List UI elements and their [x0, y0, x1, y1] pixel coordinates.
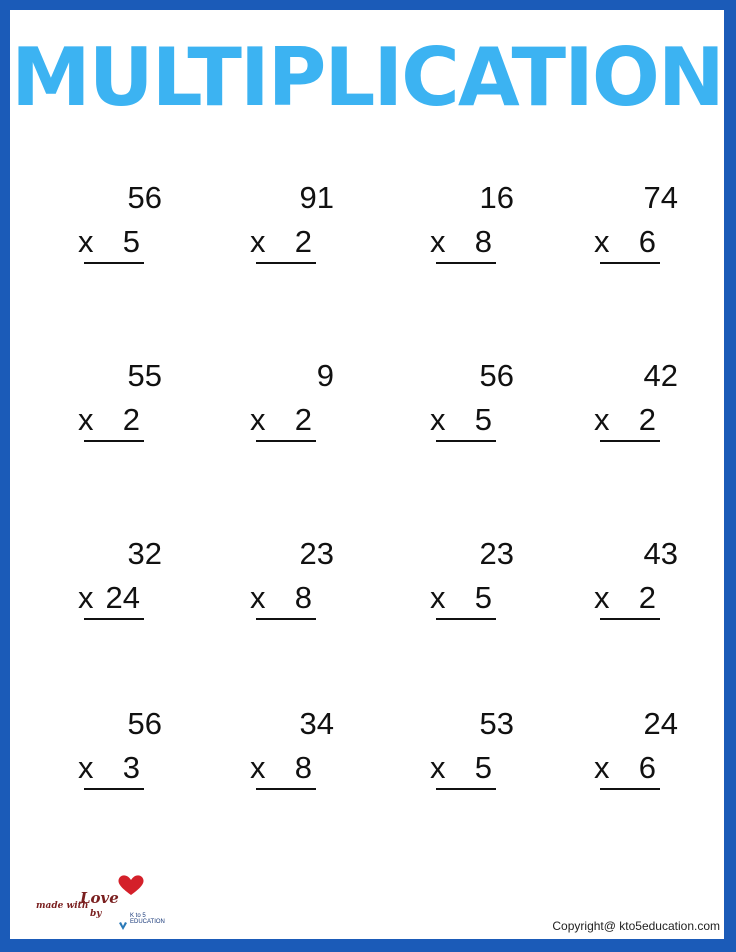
- answer-line: [84, 788, 144, 790]
- times-sign: x: [78, 580, 94, 615]
- times-sign: x: [430, 580, 446, 615]
- hands-icon: [116, 917, 130, 931]
- worksheet-title: MULTIPLICATION: [11, 31, 723, 124]
- multiplicand: 56: [479, 358, 514, 393]
- multiplicand: 32: [127, 536, 162, 571]
- answer-line: [436, 788, 496, 790]
- multiplier: 8: [294, 580, 312, 615]
- multiplier: 8: [294, 750, 312, 785]
- problem-12: [594, 538, 684, 628]
- multiplier: 2: [294, 224, 312, 259]
- made-with-love-logo: [32, 873, 172, 933]
- problem-6: [250, 360, 340, 450]
- problem-13: [78, 708, 168, 798]
- multiplier: 3: [122, 750, 140, 785]
- problem-14: [250, 708, 340, 798]
- problem-2: [250, 182, 340, 272]
- problem-16: [594, 708, 684, 798]
- made-with-text: made with: [36, 901, 89, 911]
- times-sign: x: [594, 224, 610, 259]
- answer-line: [436, 440, 496, 442]
- multiplier: 5: [474, 580, 492, 615]
- times-sign: x: [78, 750, 94, 785]
- multiplier: 2: [294, 402, 312, 437]
- copyright-text: Copyright@ kto5education.com: [552, 919, 720, 933]
- multiplicand: 23: [299, 536, 334, 571]
- answer-line: [256, 262, 316, 264]
- multiplier: 6: [638, 224, 656, 259]
- worksheet-page: [10, 10, 724, 939]
- answer-line: [256, 440, 316, 442]
- multiplicand: 43: [643, 536, 678, 571]
- times-sign: x: [430, 224, 446, 259]
- times-sign: x: [78, 402, 94, 437]
- problem-4: [594, 182, 684, 272]
- times-sign: x: [430, 750, 446, 785]
- answer-line: [436, 618, 496, 620]
- problem-5: [78, 360, 168, 450]
- multiplier: 5: [474, 402, 492, 437]
- by-text: by: [90, 909, 102, 919]
- answer-line: [256, 788, 316, 790]
- problem-10: [250, 538, 340, 628]
- times-sign: x: [78, 224, 94, 259]
- times-sign: x: [430, 402, 446, 437]
- multiplier: 2: [122, 402, 140, 437]
- problem-7: [430, 360, 520, 450]
- times-sign: x: [250, 580, 266, 615]
- times-sign: x: [594, 750, 610, 785]
- answer-line: [600, 788, 660, 790]
- times-sign: x: [594, 402, 610, 437]
- multiplicand: 55: [127, 358, 162, 393]
- multiplicand: 34: [299, 706, 334, 741]
- multiplier: 8: [474, 224, 492, 259]
- multiplicand: 53: [479, 706, 514, 741]
- multiplier: 2: [638, 402, 656, 437]
- multiplicand: 56: [127, 180, 162, 215]
- problem-1: [78, 182, 168, 272]
- multiplicand: 9: [316, 358, 334, 393]
- times-sign: x: [594, 580, 610, 615]
- answer-line: [256, 618, 316, 620]
- problem-8: [594, 360, 684, 450]
- problem-15: [430, 708, 520, 798]
- multiplicand: 42: [643, 358, 678, 393]
- problem-3: [430, 182, 520, 272]
- answer-line: [600, 262, 660, 264]
- multiplier: 24: [105, 580, 140, 615]
- multiplier: 6: [638, 750, 656, 785]
- multiplicand: 74: [643, 180, 678, 215]
- answer-line: [84, 618, 144, 620]
- multiplier: 5: [474, 750, 492, 785]
- times-sign: x: [250, 402, 266, 437]
- multiplicand: 16: [479, 180, 514, 215]
- times-sign: x: [250, 224, 266, 259]
- answer-line: [84, 262, 144, 264]
- multiplier: 2: [638, 580, 656, 615]
- answer-line: [600, 618, 660, 620]
- problem-9: [78, 538, 168, 628]
- multiplicand: 23: [479, 536, 514, 571]
- answer-line: [436, 262, 496, 264]
- times-sign: x: [250, 750, 266, 785]
- answer-line: [600, 440, 660, 442]
- multiplier: 5: [122, 224, 140, 259]
- brand-text: K to 5 EDUCATION: [130, 913, 165, 925]
- answer-line: [84, 440, 144, 442]
- love-text: Love: [80, 889, 119, 907]
- multiplicand: 24: [643, 706, 678, 741]
- multiplicand: 56: [127, 706, 162, 741]
- heart-icon: [114, 873, 148, 897]
- multiplicand: 91: [299, 180, 334, 215]
- problem-11: [430, 538, 520, 628]
